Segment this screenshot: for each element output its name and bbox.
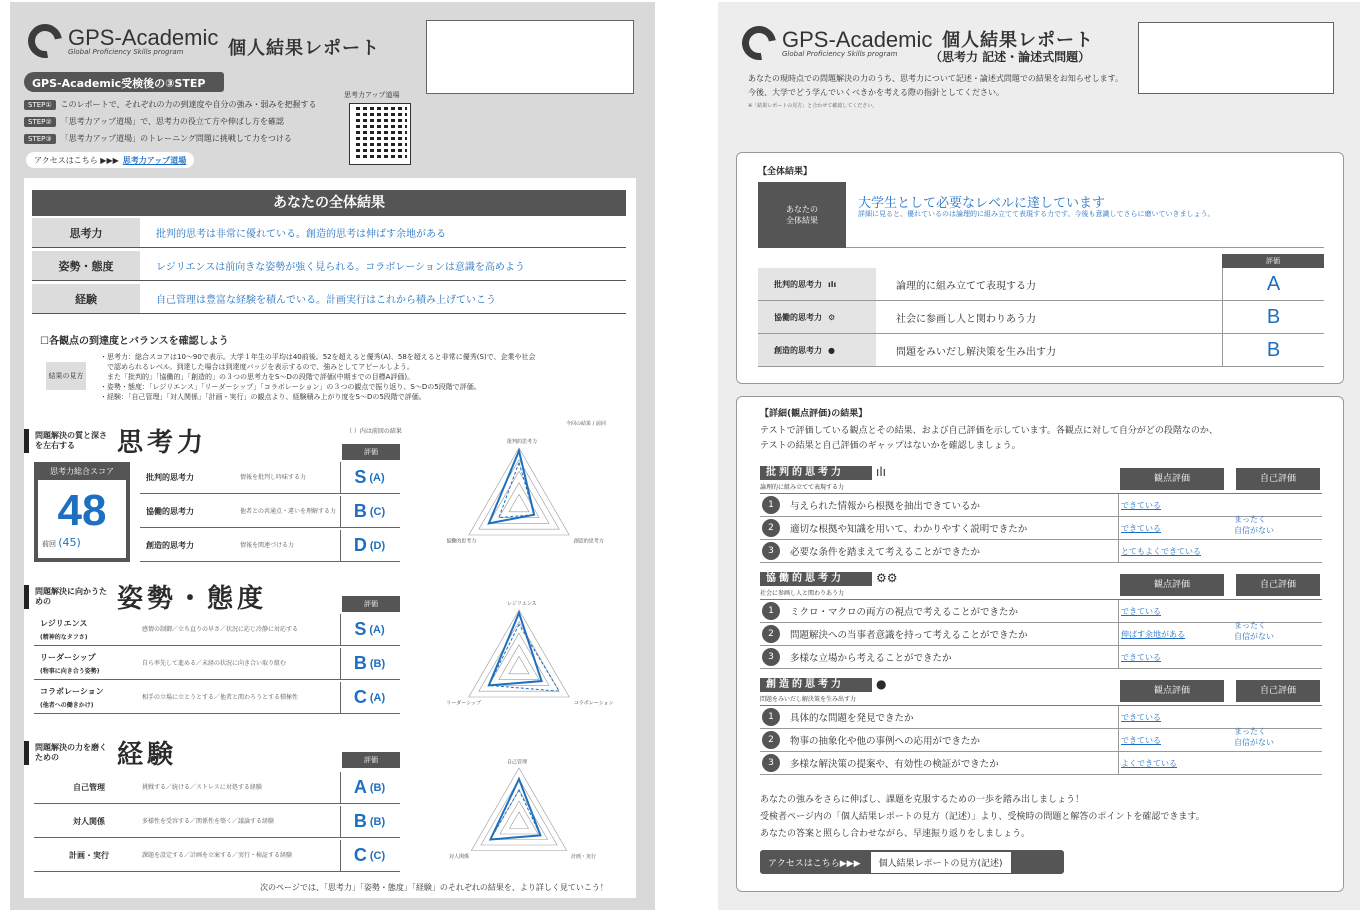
report-subtitle: （思考力 記述・論述式問題）	[930, 50, 1091, 64]
radar-axis-label: 計画・実行	[571, 853, 597, 860]
access-dojo: アクセスはこちら ▶▶▶ 思考力アップ道場	[26, 152, 194, 168]
skill-grade: C (C)	[340, 840, 398, 871]
thinking-score: 48	[57, 486, 107, 535]
kanten-value: できている	[1118, 600, 1228, 622]
col-kanten: 観点評価	[1120, 574, 1224, 596]
skill-grade: D (D)	[340, 530, 398, 561]
radar-axis-label: 自己管理	[507, 759, 528, 766]
step-row: STEP② 「思考力アップ道場」で、思考力の役立て方や伸ばし方を確認	[24, 116, 284, 127]
detail-row: 1 具体的な問題を発見できたか できている	[760, 706, 1322, 729]
col-jiko: 自己評価	[1236, 680, 1320, 702]
skill-label: リーダーシップ (物事に向き合う姿勢)	[40, 653, 100, 675]
detail-row: 3 必要な条件を踏まえて考えることができたか とてもよくできている	[760, 540, 1322, 563]
skill-row	[34, 772, 400, 804]
skill-label: コラボレーション (他者への働きかけ)	[40, 687, 104, 709]
col-kanten: 観点評価	[1120, 680, 1224, 702]
skill-desc: 相手の立場に立とうとする／他者と関わろうとする積極性	[142, 693, 299, 701]
skill-row	[34, 648, 400, 680]
attitude-section-title: 問題解決に向かうための 姿勢・態度	[24, 578, 267, 615]
bar-chart-icon: ılı	[876, 465, 887, 479]
kanten-value: できている	[1118, 729, 1228, 751]
step-row: STEP③ 「思考力アップ道場」のトレーニング問題に挑戦して力をつける	[24, 133, 292, 144]
skill-desc: 情報を関連づける力	[240, 541, 295, 549]
detail-row: 3 多様な解決策の提案や、有効性の検証ができたか よくできている	[760, 752, 1322, 775]
skill-row	[140, 530, 400, 562]
skill-desc: 情報を批判し吟味する力	[240, 473, 307, 481]
report-title: 個人結果レポート	[942, 30, 1094, 51]
radar-axis-label: レジリエンス	[507, 601, 537, 608]
radar-axis-label: 創造的思考力	[573, 538, 604, 545]
col-jiko: 自己評価	[1236, 468, 1320, 490]
skill-label: 協働的思考力	[146, 507, 194, 516]
skill-label: 計画・実行	[69, 851, 109, 860]
skill-grade: C (A)	[340, 682, 398, 713]
radar-current	[490, 779, 540, 840]
skill-desc: 自ら率先して進める／未経の状況に向き合い取り組む	[142, 659, 287, 667]
skill-label: 自己管理	[73, 783, 105, 792]
left-page	[10, 2, 655, 910]
skill-grade: B (C)	[340, 496, 398, 527]
skill-row	[34, 682, 400, 714]
detail-row: 2 物事の抽象化や他の事例への応用ができたか できている	[760, 729, 1322, 752]
detail-section: 批判的思考力 ılı 論理的に組み立てて表現する力 観点評価 自己評価 1 与えられた情報から根拠を抽出できているか できている 2 適切な根拠や知識を用いて、わかりやすく説明できたか できている 3 必要な条件を踏まえて考えることができたか とてもよくできている まったく 自信がない	[760, 462, 1322, 563]
bar-chart-icon: ılı	[828, 279, 837, 289]
skill-row	[34, 614, 400, 646]
kanten-value: よくできている	[1118, 752, 1228, 774]
gear-icon: ⚙	[828, 312, 836, 322]
grade-header: 評価	[342, 752, 400, 768]
skill-grade: S (A)	[340, 614, 398, 645]
skill-desc: 感情の制御／立ち直りの早さ／状況に応じ冷静に対応する	[142, 625, 299, 633]
detail-row: 1 ミクロ・マクロの両方の視点で考えることができたか できている	[760, 600, 1322, 623]
qr-code[interactable]	[350, 104, 410, 164]
radar-axis-label: 批判的思考力	[507, 439, 538, 446]
paren-note: （ ）内は前回の結果	[346, 428, 402, 435]
detail-section: 創造的思考力 ● 問題をみいだし解決策を生み出す力 観点評価 自己評価 1 具体的な問題を発見できたか できている 2 物事の抽象化や他の事例への応用ができたか できている 3 多様な解決策の提案や、有効性の検証ができたか よくできている まったく 自信がない	[760, 674, 1322, 775]
report-title: 個人結果レポート	[228, 38, 380, 59]
notes: ・思考力：総合スコアは10～90で表示。大学１年生の平均は40前後。52を超えると優秀(A)、58を超えると非常に優秀(S)で、企業や社会 で認められるレベル。到達した場合は到達度バッジを表示するので、強みとしてアピールしよう。 また「批判的」「協働的」「創造的」の３つの思考力をS～Dの段階で評価(中期までの目標A評価)。 ・姿勢・態度：「レジリエンス」「リーダーシップ」「コラボレーション」の３つの観点で振り返り、S～Dの5段階で評価。 ・経験：「自己管理」「対人関係」「計画・実行」の観点より、経験積み上がり度をS～Dの5段階で評価。	[100, 353, 536, 401]
skill-row	[34, 840, 400, 872]
overall-skill-row: 創造的思考力 ● 問題をみいだし解決策を生み出す力 B	[758, 334, 1324, 367]
skill-grade: A (B)	[340, 772, 398, 803]
overall-skill-row: 協働的思考力 ⚙ 社会に参画し人と関わりあう力 B	[758, 301, 1324, 334]
radar-axis-label: 対人関係	[448, 853, 470, 860]
radar-legend: 今回の結果 / 前回	[566, 421, 606, 427]
attitude-radar	[408, 592, 630, 724]
skill-desc: 多様性を受容する／関係性を築く／議論する経験	[142, 817, 275, 825]
col-jiko: 自己評価	[1236, 574, 1320, 596]
overall-heading: あなたの全体結果	[32, 190, 626, 216]
skill-desc: 挑戦する／続ける／ストレスに対処する経験	[142, 783, 262, 791]
gear-icon: ⚙⚙	[876, 571, 898, 585]
skill-desc: 課題を設定する／計画を立案する／実行・検証する経験	[142, 851, 293, 859]
kanten-value: できている	[1118, 494, 1228, 516]
gps-academic-logo: GPS-Academic Global Proficiency Skills program	[742, 26, 932, 60]
skill-grade: S (A)	[340, 462, 398, 493]
kanten-value: できている	[1118, 517, 1228, 539]
intro-note: ※「結果レポートの見方」と合わせて確認してください。	[748, 103, 878, 109]
radar-axis-label: コラボレーション	[573, 700, 614, 707]
experience-section-title: 問題解決の力を磨くための 経験	[24, 734, 177, 771]
col-kanten: 観点評価	[1120, 468, 1224, 490]
kanten-value: 伸ばす余地がある	[1118, 623, 1228, 645]
notes-label: 結果の見方	[46, 362, 86, 390]
detail-section-title: 創造的思考力	[760, 678, 872, 692]
skill-label: 創造的思考力	[146, 541, 194, 550]
skill-label: 批判的思考力	[146, 473, 194, 482]
self-eval: まったく 自信がない	[1234, 621, 1274, 641]
experience-radar	[408, 750, 630, 876]
kanten-value: できている	[1118, 646, 1228, 668]
skill-row	[34, 806, 400, 838]
lightbulb-icon: ●	[876, 677, 887, 691]
overall-heading: 【全体結果】	[758, 167, 813, 177]
lightbulb-icon: ●	[828, 345, 835, 355]
overall-row: 思考力 批判的思考は非常に優れている。創造的思考は伸ばす余地がある	[32, 218, 626, 248]
steps-banner: GPS-Academic受検後の③STEP	[24, 72, 224, 92]
name-box	[426, 20, 634, 94]
balance-heading: ☐各観点の到達度とバランスを確認しよう	[40, 336, 229, 347]
closing-text: あなたの強みをさらに伸ばし、課題を克服するための一歩を踏み出しましょう！ 受検者ページ内の「個人結果レポートの見方（記述）」より、受検時の問題と解答のポイントを確認できます。 あなたの答案と照らし合わせながら、早速振り返りをしましょう。	[760, 795, 1205, 839]
self-eval: まったく 自信がない	[1234, 727, 1274, 747]
overall-row: 姿勢・態度 レジリエンスは前向きな姿勢が強く見られる。コラボレーションは意識を高めよう	[32, 251, 626, 281]
next-page-note: 次のページでは、「思考力」「姿勢・態度」「経験」のそれぞれの結果を、より詳しく見ていこう！	[260, 883, 608, 892]
overall-sub: 詳細に見ると、優れているのは論理的に組み立てて表現する力です。今後も意識してさらに磨いていきましょう。	[858, 210, 1215, 218]
kanten-value: とてもよくできている	[1118, 540, 1228, 562]
detail-section-title: 批判的思考力	[760, 466, 872, 480]
overall-box-label: あなたの 全体結果	[758, 182, 846, 248]
skill-grade: B (B)	[340, 806, 398, 837]
kanten-value: できている	[1118, 706, 1228, 728]
overall-main: 大学生として必要なレベルに達しています	[858, 196, 1106, 211]
qr-label: 思考力アップ道場	[344, 91, 400, 99]
detail-section: 協働的思考力 ⚙⚙ 社会に参画し人と関わりあう力 観点評価 自己評価 1 ミクロ・マクロの両方の視点で考えることができたか できている 2 問題解決への当事者意識を持って考えることができたか 伸ばす余地がある 3 多様な立場から考えることができたか できている まったく 自信がない	[760, 568, 1322, 669]
skill-label: レジリエンス (精神的なタフさ)	[40, 619, 88, 641]
thinking-radar	[408, 430, 630, 562]
grade-header: 評価	[1222, 254, 1324, 268]
detail-row: 1 与えられた情報から根拠を抽出できているか できている	[760, 494, 1322, 517]
detail-row: 2 問題解決への当事者意識を持って考えることができたか 伸ばす余地がある	[760, 623, 1322, 646]
dojo-link[interactable]: 思考力アップ道場	[122, 156, 187, 165]
overall-row: 経験 自己管理は豊富な経験を積んでいる。計画実行はこれから積み上げていこう	[32, 284, 626, 314]
skill-grade: B (B)	[340, 648, 398, 679]
grade-header: 評価	[342, 444, 400, 460]
thinking-score-box: 思考力総合スコア 48 前回 (45)	[34, 462, 130, 562]
skill-desc: 他者との共通点・違いを理解する力	[240, 507, 337, 515]
grade-header: 評価	[342, 596, 400, 612]
radar-axis-label: 協働的思考力	[446, 538, 477, 545]
step-row: STEP① このレポートで、それぞれの力の到達度や自分の強み・弱みを把握する	[24, 99, 316, 110]
intro-text: あなたの現時点での問題解決の力のうち、思考力について記述・論述式問題での結果をお知らせします。 今後、大学でどう学んでいくべきかを考える際の指針としてください。	[748, 74, 1123, 97]
overall-skill-row: 批判的思考力 ılı 論理的に組み立てて表現する力 A	[758, 268, 1324, 301]
radar-axis-label: リーダーシップ	[446, 700, 482, 707]
self-eval: まったく 自信がない	[1234, 515, 1274, 535]
detail-row: 2 適切な根拠や知識を用いて、わかりやすく説明できたか できている	[760, 517, 1322, 540]
gps-academic-logo: GPS-Academic Global Proficiency Skills program	[28, 24, 218, 58]
detail-section-title: 協働的思考力	[760, 572, 872, 586]
thinking-section-title: 問題解決の質と深さを左右する 思考力	[24, 422, 207, 459]
detail-row: 3 多様な立場から考えることができたか できている	[760, 646, 1322, 669]
right-page	[718, 2, 1360, 910]
skill-row	[140, 462, 400, 494]
detail-heading: 【詳細(観点評価)の結果】	[760, 409, 868, 419]
detail-intro: テストで評価している観点とその結果、および自己評価を示しています。各観点に対して自分がどの段階なのか、 テストの結果と自己評価のギャップはないかを確認しましょう。	[760, 426, 1218, 451]
skill-row	[140, 496, 400, 528]
skill-label: 対人関係	[73, 817, 105, 826]
access-report-guide-button[interactable]: アクセスはこちら▶▶▶ 個人結果レポートの見方(記述)	[760, 850, 1064, 874]
